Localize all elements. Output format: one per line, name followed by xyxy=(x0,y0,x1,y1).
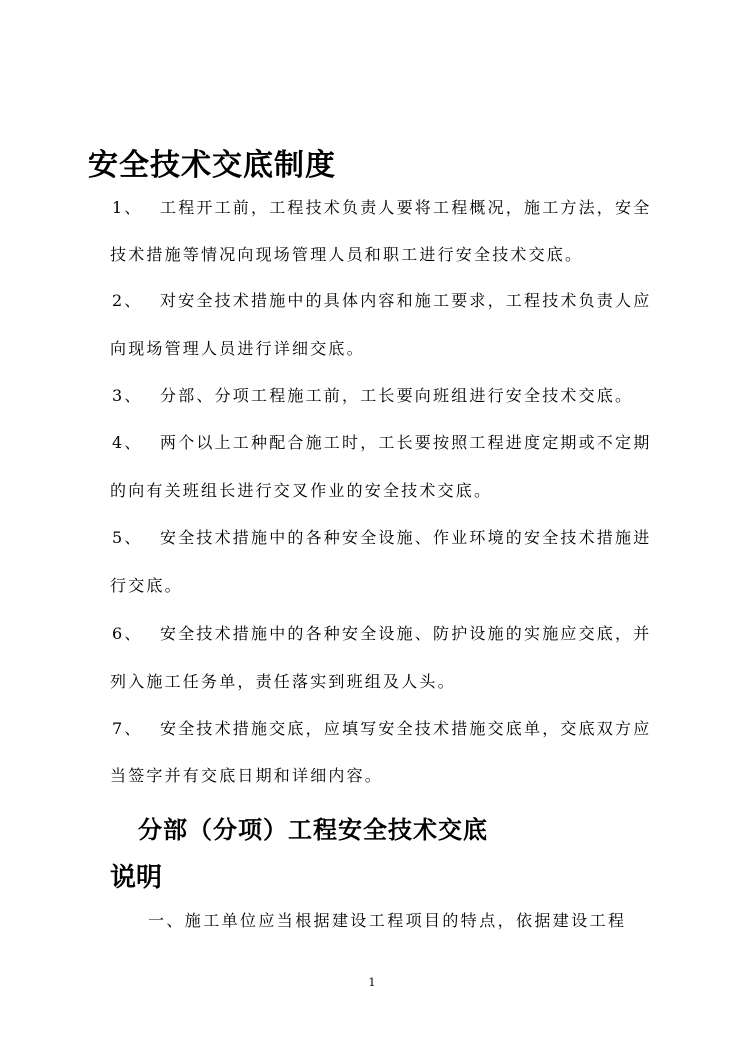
document-title: 安全技术交底制度 xyxy=(88,148,336,183)
list-item xyxy=(112,528,651,548)
item-number: 7、 xyxy=(112,719,143,738)
section-title: 分部（分项）工程安全技术交底 xyxy=(138,815,488,844)
list-item xyxy=(112,433,651,453)
list-item-continuation: 列入施工任务单，责任落实到班组及人头。 xyxy=(110,672,456,691)
list-item-continuation: 向现场管理人员进行详细交底。 xyxy=(110,339,365,358)
list-item-continuation: 行交底。 xyxy=(110,576,183,595)
page-number: 1 xyxy=(368,976,376,989)
list-item-continuation: 的向有关班组长进行交叉作业的安全技术交底。 xyxy=(110,481,493,500)
item-text: 安全技术措施交底，应填写安全技术措施交底单，交底双方应 xyxy=(160,719,652,738)
item-number: 5、 xyxy=(112,528,143,547)
list-item-continuation: 技术措施等情况向现场管理人员和职工进行安全技术交底。 xyxy=(110,245,584,264)
item-number: 3、 xyxy=(112,386,143,405)
list-item xyxy=(112,198,651,218)
item-text: 工程开工前，工程技术负责人要将工程概况，施工方法，安全 xyxy=(160,198,652,217)
item-number: 2、 xyxy=(112,291,143,310)
item-text: 分部、分项工程施工前，工长要向班组进行安全技术交底。 xyxy=(160,386,634,405)
list-item xyxy=(112,386,633,406)
item-number: 6、 xyxy=(112,624,143,643)
list-item-continuation: 当签字并有交底日期和详细内容。 xyxy=(110,766,384,785)
list-item xyxy=(112,624,651,644)
item-number: 4、 xyxy=(112,433,143,452)
list-item xyxy=(112,291,651,311)
item-text: 对安全技术措施中的具体内容和施工要求，工程技术负责人应 xyxy=(160,291,652,310)
item-text: 安全技术措施中的各种安全设施、作业环境的安全技术措施进 xyxy=(160,528,652,547)
item-text: 安全技术措施中的各种安全设施、防护设施的实施应交底，并 xyxy=(160,624,652,643)
item-text: 两个以上工种配合施工时，工长要按照工程进度定期或不定期 xyxy=(160,433,652,452)
item-number: 1、 xyxy=(112,198,143,217)
section-subtitle: 说明 xyxy=(110,863,163,893)
list-item xyxy=(112,719,651,739)
section-paragraph: 一、施工单位应当根据建设工程项目的特点，依据建设工程 xyxy=(148,911,627,930)
